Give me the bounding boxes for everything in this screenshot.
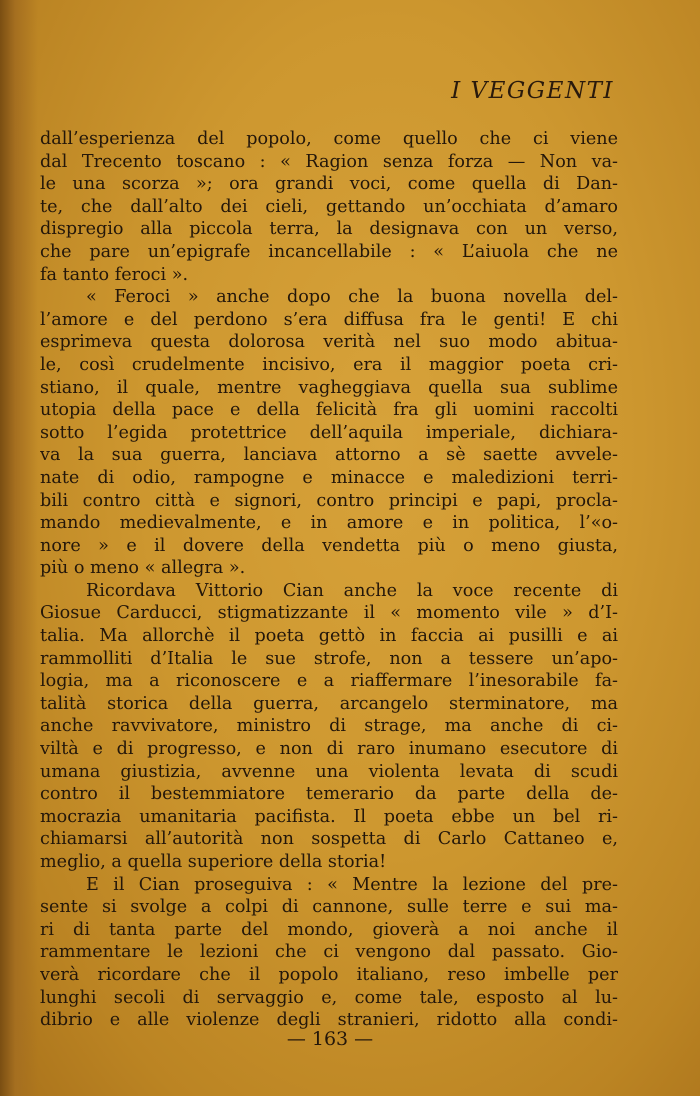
text-line: utopia della pace e della felicità fra gli uomini raccolti bbox=[40, 400, 618, 421]
text-line: talità storica della guerra, arcangelo sterminatore, ma bbox=[40, 693, 618, 714]
text-line: nore » e il dovere della vendetta più o meno giusta, bbox=[40, 535, 618, 556]
text-line: rammentare le lezioni che ci vengono dal passato. Gio- bbox=[40, 942, 618, 963]
binding-shadow bbox=[0, 0, 38, 1096]
text-line: verà ricordare che il popolo italiano, reso imbelle per bbox=[40, 964, 618, 985]
text-line: E il Cian proseguiva : « Mentre la lezione del pre- bbox=[86, 874, 618, 895]
text-line: stiano, il quale, mentre vagheggiava quella sua sublime bbox=[40, 377, 618, 398]
text-line: sotto l’egida protettrice dell’aquila imperiale, dichiara- bbox=[40, 422, 618, 443]
text-line: Giosue Carducci, stigmatizzante il « momento vile » d’I- bbox=[40, 603, 618, 624]
text-line: che pare un’epigrafe incancellabile : « L’aiuola che ne bbox=[40, 241, 618, 262]
running-header: I VEGGENTI bbox=[451, 78, 614, 104]
text-line: Ricordava Vittorio Cian anche la voce recente di bbox=[86, 580, 618, 601]
text-line: viltà e di progresso, e non di raro inumano esecutore di bbox=[40, 739, 618, 760]
text-line: dal Trecento toscano : « Ragion senza forza — Non va- bbox=[40, 151, 618, 172]
text-line: logia, ma a riconoscere e a riaffermare l’inesorabile fa- bbox=[40, 671, 618, 692]
text-line: va la sua guerra, lanciava attorno a sè saette avvele- bbox=[40, 445, 618, 466]
text-line: le una scorza »; ora grandi voci, come quella di Dan- bbox=[40, 174, 618, 195]
text-line: contro il bestemmiatore temerario da parte della de- bbox=[40, 784, 618, 805]
text-line: mando medievalmente, e in amore e in politica, l’«o- bbox=[40, 513, 618, 534]
text-line: esprimeva questa dolorosa verità nel suo modo abitua- bbox=[40, 332, 618, 353]
text-line: umana giustizia, avvenne una violenta levata di scudi bbox=[40, 761, 618, 782]
text-line: mocrazia umanitaria pacifista. Il poeta ebbe un bel ri- bbox=[40, 806, 618, 827]
text-line: chiamarsi all’autorità non sospetta di Carlo Cattaneo e, bbox=[40, 829, 618, 850]
text-line: sente si svolge a colpi di cannone, sulle terre e sui ma- bbox=[40, 897, 618, 918]
text-line: fa tanto feroci ». bbox=[40, 264, 189, 285]
text-line: l’amore e del perdono s’era diffusa fra le genti! E chi bbox=[40, 309, 618, 330]
body-text bbox=[40, 128, 618, 1032]
text-line: rammolliti d’Italia le sue strofe, non a tessere un’apo- bbox=[40, 648, 618, 669]
text-line: anche ravvivatore, ministro di strage, ma anche di ci- bbox=[40, 716, 618, 737]
text-line: te, che dall’alto dei cieli, gettando un’occhiata d’amaro bbox=[40, 196, 618, 217]
text-line: dispregio alla piccola terra, la designava con un verso, bbox=[40, 219, 618, 240]
page-number: — 163 — bbox=[286, 1028, 374, 1050]
text-line: bili contro città e signori, contro principi e papi, procla- bbox=[40, 490, 618, 511]
text-line: più o meno « allegra ». bbox=[40, 558, 246, 579]
text-line: meglio, a quella superiore della storia! bbox=[40, 852, 387, 872]
text-line: « Feroci » anche dopo che la buona novella del- bbox=[86, 287, 618, 308]
text-line: dibrio e alle violenze degli stranieri, ridotto alla condi- bbox=[40, 1010, 618, 1031]
text-line: le, così crudelmente incisivo, era il maggior poeta cri- bbox=[40, 354, 618, 375]
text-line: talia. Ma allorchè il poeta gettò in faccia ai pusilli e ai bbox=[40, 626, 618, 647]
text-line: ri di tanta parte del mondo, gioverà a noi anche il bbox=[40, 919, 618, 940]
text-line: nate di odio, rampogne e minacce e maledizioni terri- bbox=[40, 467, 618, 488]
text-line: lunghi secoli di servaggio e, come tale, esposto al lu- bbox=[40, 987, 618, 1008]
text-line: dall’esperienza del popolo, come quello che ci viene bbox=[40, 129, 618, 149]
